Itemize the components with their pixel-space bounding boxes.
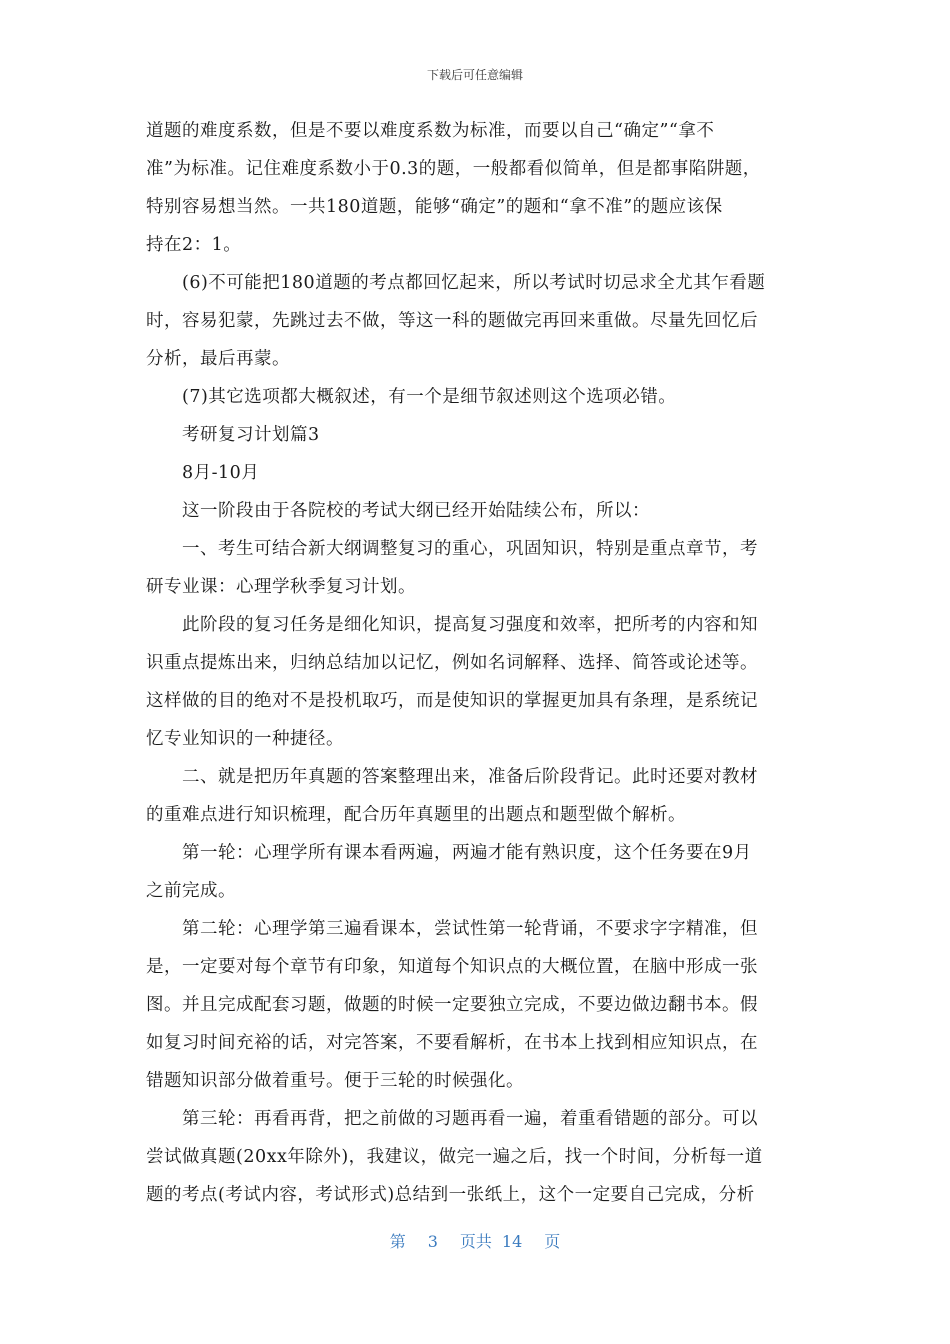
text-line: 这一阶段由于各院校的考试大纲已经开始陆续公布，所以： [182, 501, 650, 521]
footer-prefix: 第 [389, 1232, 406, 1251]
text-line: 特别容易想当然。一共180道题，能够“确定”的题和“拿不准”的题应该保 [146, 197, 723, 217]
text-line: 分析，最后再蒙。 [146, 349, 290, 369]
text-line: 8月-10月 [182, 463, 260, 483]
text-line: (7)其它选项都大概叙述，有一个是细节叙述则这个选项必错。 [182, 387, 677, 407]
text-line: 研专业课：心理学秋季复习计划。 [146, 577, 416, 597]
footer-total-pages: 14 [501, 1232, 523, 1251]
text-line: 错题知识部分做着重号。便于三轮的时候强化。 [146, 1071, 524, 1091]
text-line: 此阶段的复习任务是细化知识，提高复习强度和效率，把所考的内容和知 [182, 615, 758, 635]
footer-middle: 页共 [459, 1232, 492, 1251]
text-line: 第三轮：再看再背，把之前做的习题再看一遍，着重看错题的部分。可以 [182, 1109, 758, 1129]
text-line: 这样做的目的绝对不是投机取巧，而是使知识的掌握更加具有条理，是系统记 [146, 691, 758, 711]
text-line: 尝试做真题(20xx年除外)，我建议，做完一遍之后，找一个时间，分析每一道 [146, 1147, 763, 1167]
text-line: 考研复习计划篇3 [182, 425, 320, 445]
text-line: 准”为标准。记住难度系数小于0.3的题，一般都看似简单，但是都事陷阱题， [146, 159, 761, 179]
text-line: 是，一定要对每个章节有印象，知道每个知识点的大概位置，在脑中形成一张 [146, 957, 758, 977]
text-line: 忆专业知识的一种捷径。 [146, 729, 344, 749]
page-footer [0, 1229, 950, 1252]
text-line: 二、就是把历年真题的答案整理出来，准备后阶段背记。此时还要对教材 [182, 767, 758, 787]
text-line: 一、考生可结合新大纲调整复习的重心，巩固知识，特别是重点章节，考 [182, 539, 758, 559]
text-line: 之前完成。 [146, 881, 236, 901]
text-line: 图。并且完成配套习题，做题的时候一定要独立完成，不要边做边翻书本。假 [146, 995, 758, 1015]
text-line: 识重点提炼出来，归纳总结加以记忆，例如名词解释、选择、简答或论述等。 [146, 653, 758, 673]
footer-suffix: 页 [544, 1232, 561, 1251]
text-line: 持在2：1。 [146, 235, 242, 255]
text-line: 道题的难度系数，但是不要以难度系数为标准，而要以自己“确定”“拿不 [146, 121, 715, 141]
text-line: 第二轮：心理学第三遍看课本，尝试性第一轮背诵，不要求字字精准，但 [182, 919, 758, 939]
footer-current-page: 3 [427, 1232, 438, 1251]
text-line: 第一轮：心理学所有课本看两遍，两遍才能有熟识度，这个任务要在9月 [182, 843, 752, 863]
page-header: 下载后可任意编辑 [426, 68, 523, 82]
text-line: 时，容易犯蒙，先跳过去不做，等这一科的题做完再回来重做。尽量先回忆后 [146, 311, 758, 331]
text-line: 题的考点(考试内容，考试形式)总结到一张纸上，这个一定要自己完成，分析 [146, 1185, 755, 1205]
text-line: 的重难点进行知识梳理，配合历年真题里的出题点和题型做个解析。 [146, 805, 686, 825]
document-body [146, 112, 806, 1214]
text-line: (6)不可能把180道题的考点都回忆起来，所以考试时切忌求全尤其乍看题 [182, 273, 766, 293]
text-line: 如复习时间充裕的话，对完答案，不要看解析，在书本上找到相应知识点，在 [146, 1033, 758, 1053]
